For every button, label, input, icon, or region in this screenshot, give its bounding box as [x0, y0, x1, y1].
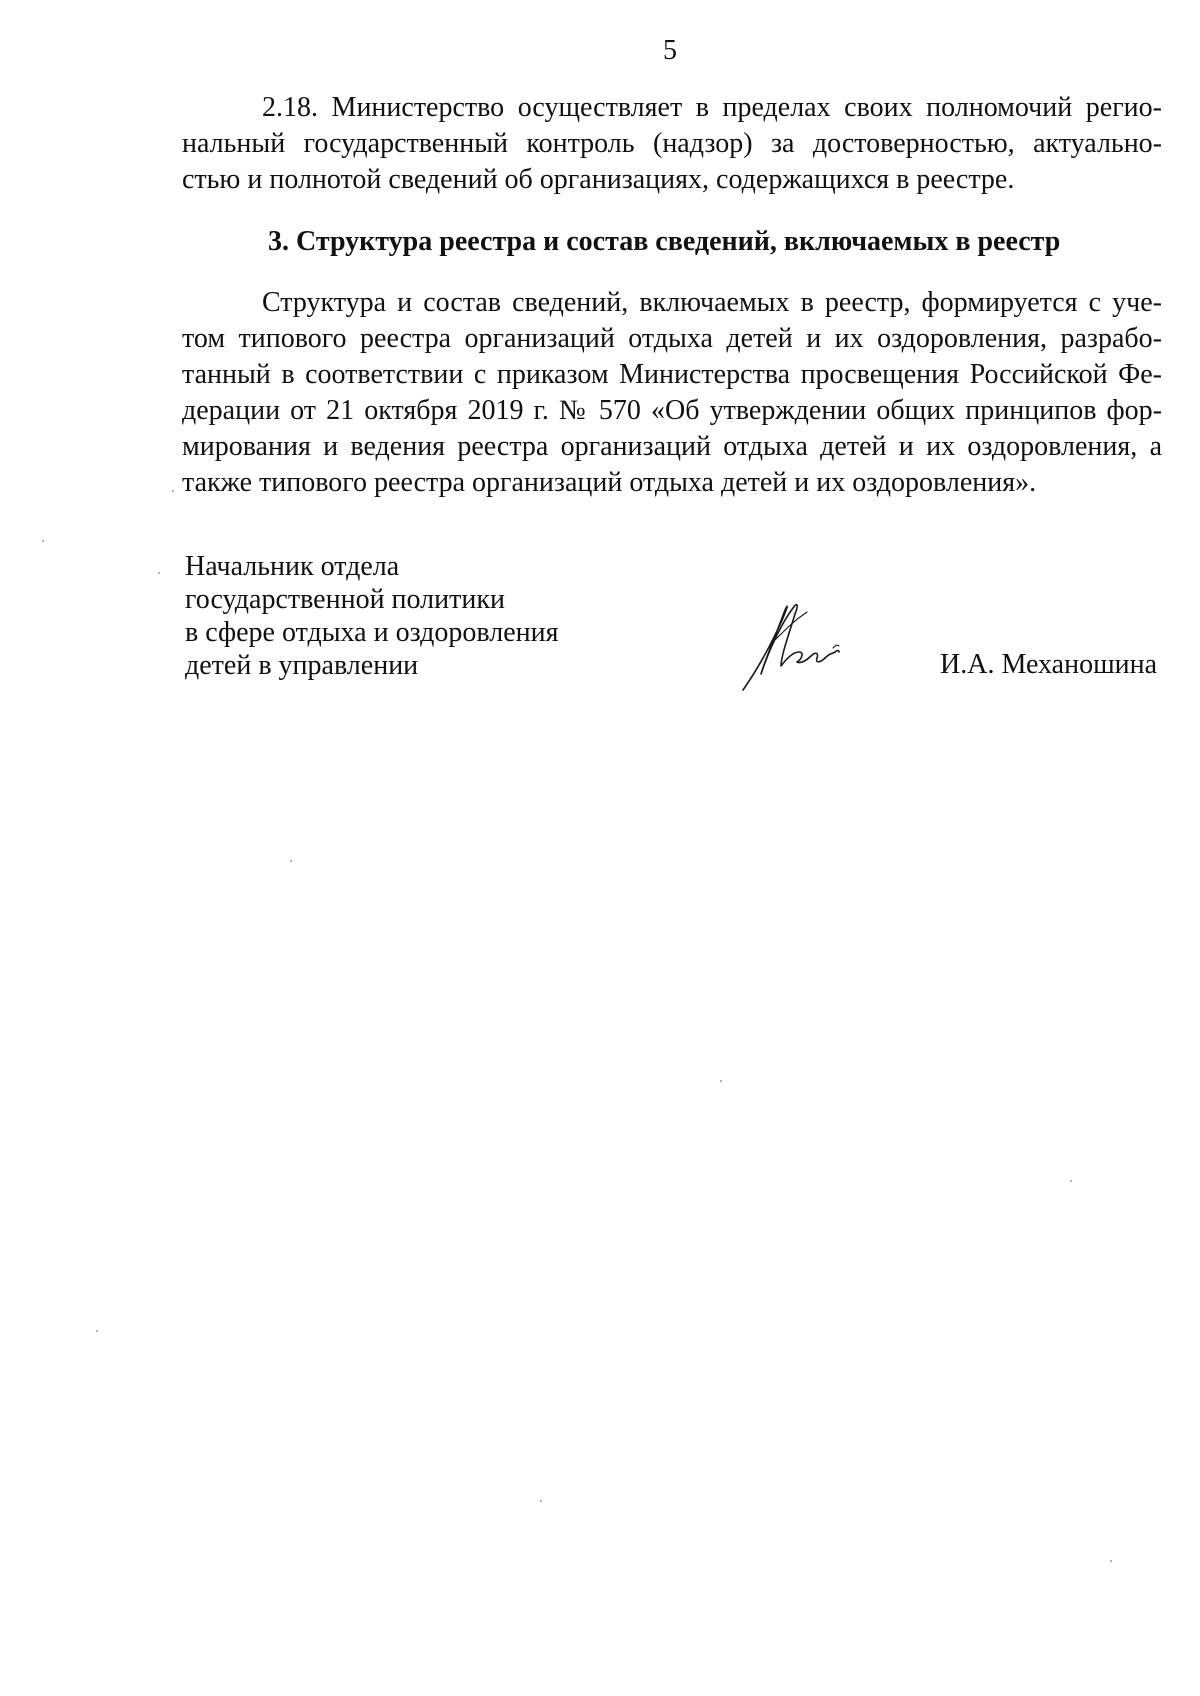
- position-line: государственной политики: [185, 584, 505, 615]
- scan-speck: [1110, 1560, 1112, 1562]
- scan-speck: [720, 1080, 722, 1082]
- page-number: 5: [663, 35, 677, 66]
- paragraph-2-18: [182, 90, 1162, 198]
- signatory-position: [185, 550, 559, 682]
- paragraph-line: стью и полнотой сведений об организациях, содержащихся в реестре.: [182, 164, 1015, 195]
- paragraph-line: Структура и состав сведений, включаемых в реестр, формируется с уче-: [262, 287, 1162, 318]
- position-line: Начальник отдела: [185, 551, 400, 582]
- scan-speck: [96, 1330, 98, 1332]
- scan-speck: [290, 860, 292, 862]
- paragraph-line: танный в соответствии с приказом Министерства просвещения Российской Фе-: [182, 359, 1162, 390]
- paragraph-line: том типового реестра организаций отдыха детей и их оздоровления, разрабо-: [182, 323, 1162, 354]
- paragraph-structure: [182, 285, 1162, 501]
- paragraph-line: нальный государственный контроль (надзор) за достоверностью, актуально-: [182, 128, 1162, 159]
- handwritten-signature: [735, 590, 875, 700]
- paragraph-line: мирования и ведения реестра организаций отдыха детей и их оздоровления, а: [182, 431, 1162, 462]
- scan-speck: [158, 572, 160, 574]
- section-3-heading: 3. Структура реестра и состав сведений, включаемых в реестр: [268, 226, 1061, 257]
- paragraph-line: дерации от 21 октября 2019 г. № 570 «Об утверждении общих принципов фор-: [182, 395, 1162, 426]
- position-line: детей в управлении: [185, 650, 419, 681]
- paragraph-line: также типового реестра организаций отдыха детей и их оздоровления».: [182, 467, 1037, 498]
- scan-speck: [42, 540, 44, 542]
- signer-name: И.А. Механошина: [940, 649, 1158, 680]
- position-line: в сфере отдыха и оздоровления: [185, 617, 559, 648]
- scan-speck: [540, 1500, 542, 1502]
- scan-speck: [172, 490, 174, 492]
- scan-speck: [1070, 1180, 1072, 1182]
- paragraph-line: 2.18. Министерство осуществляет в пределах своих полномочий регио-: [262, 92, 1162, 123]
